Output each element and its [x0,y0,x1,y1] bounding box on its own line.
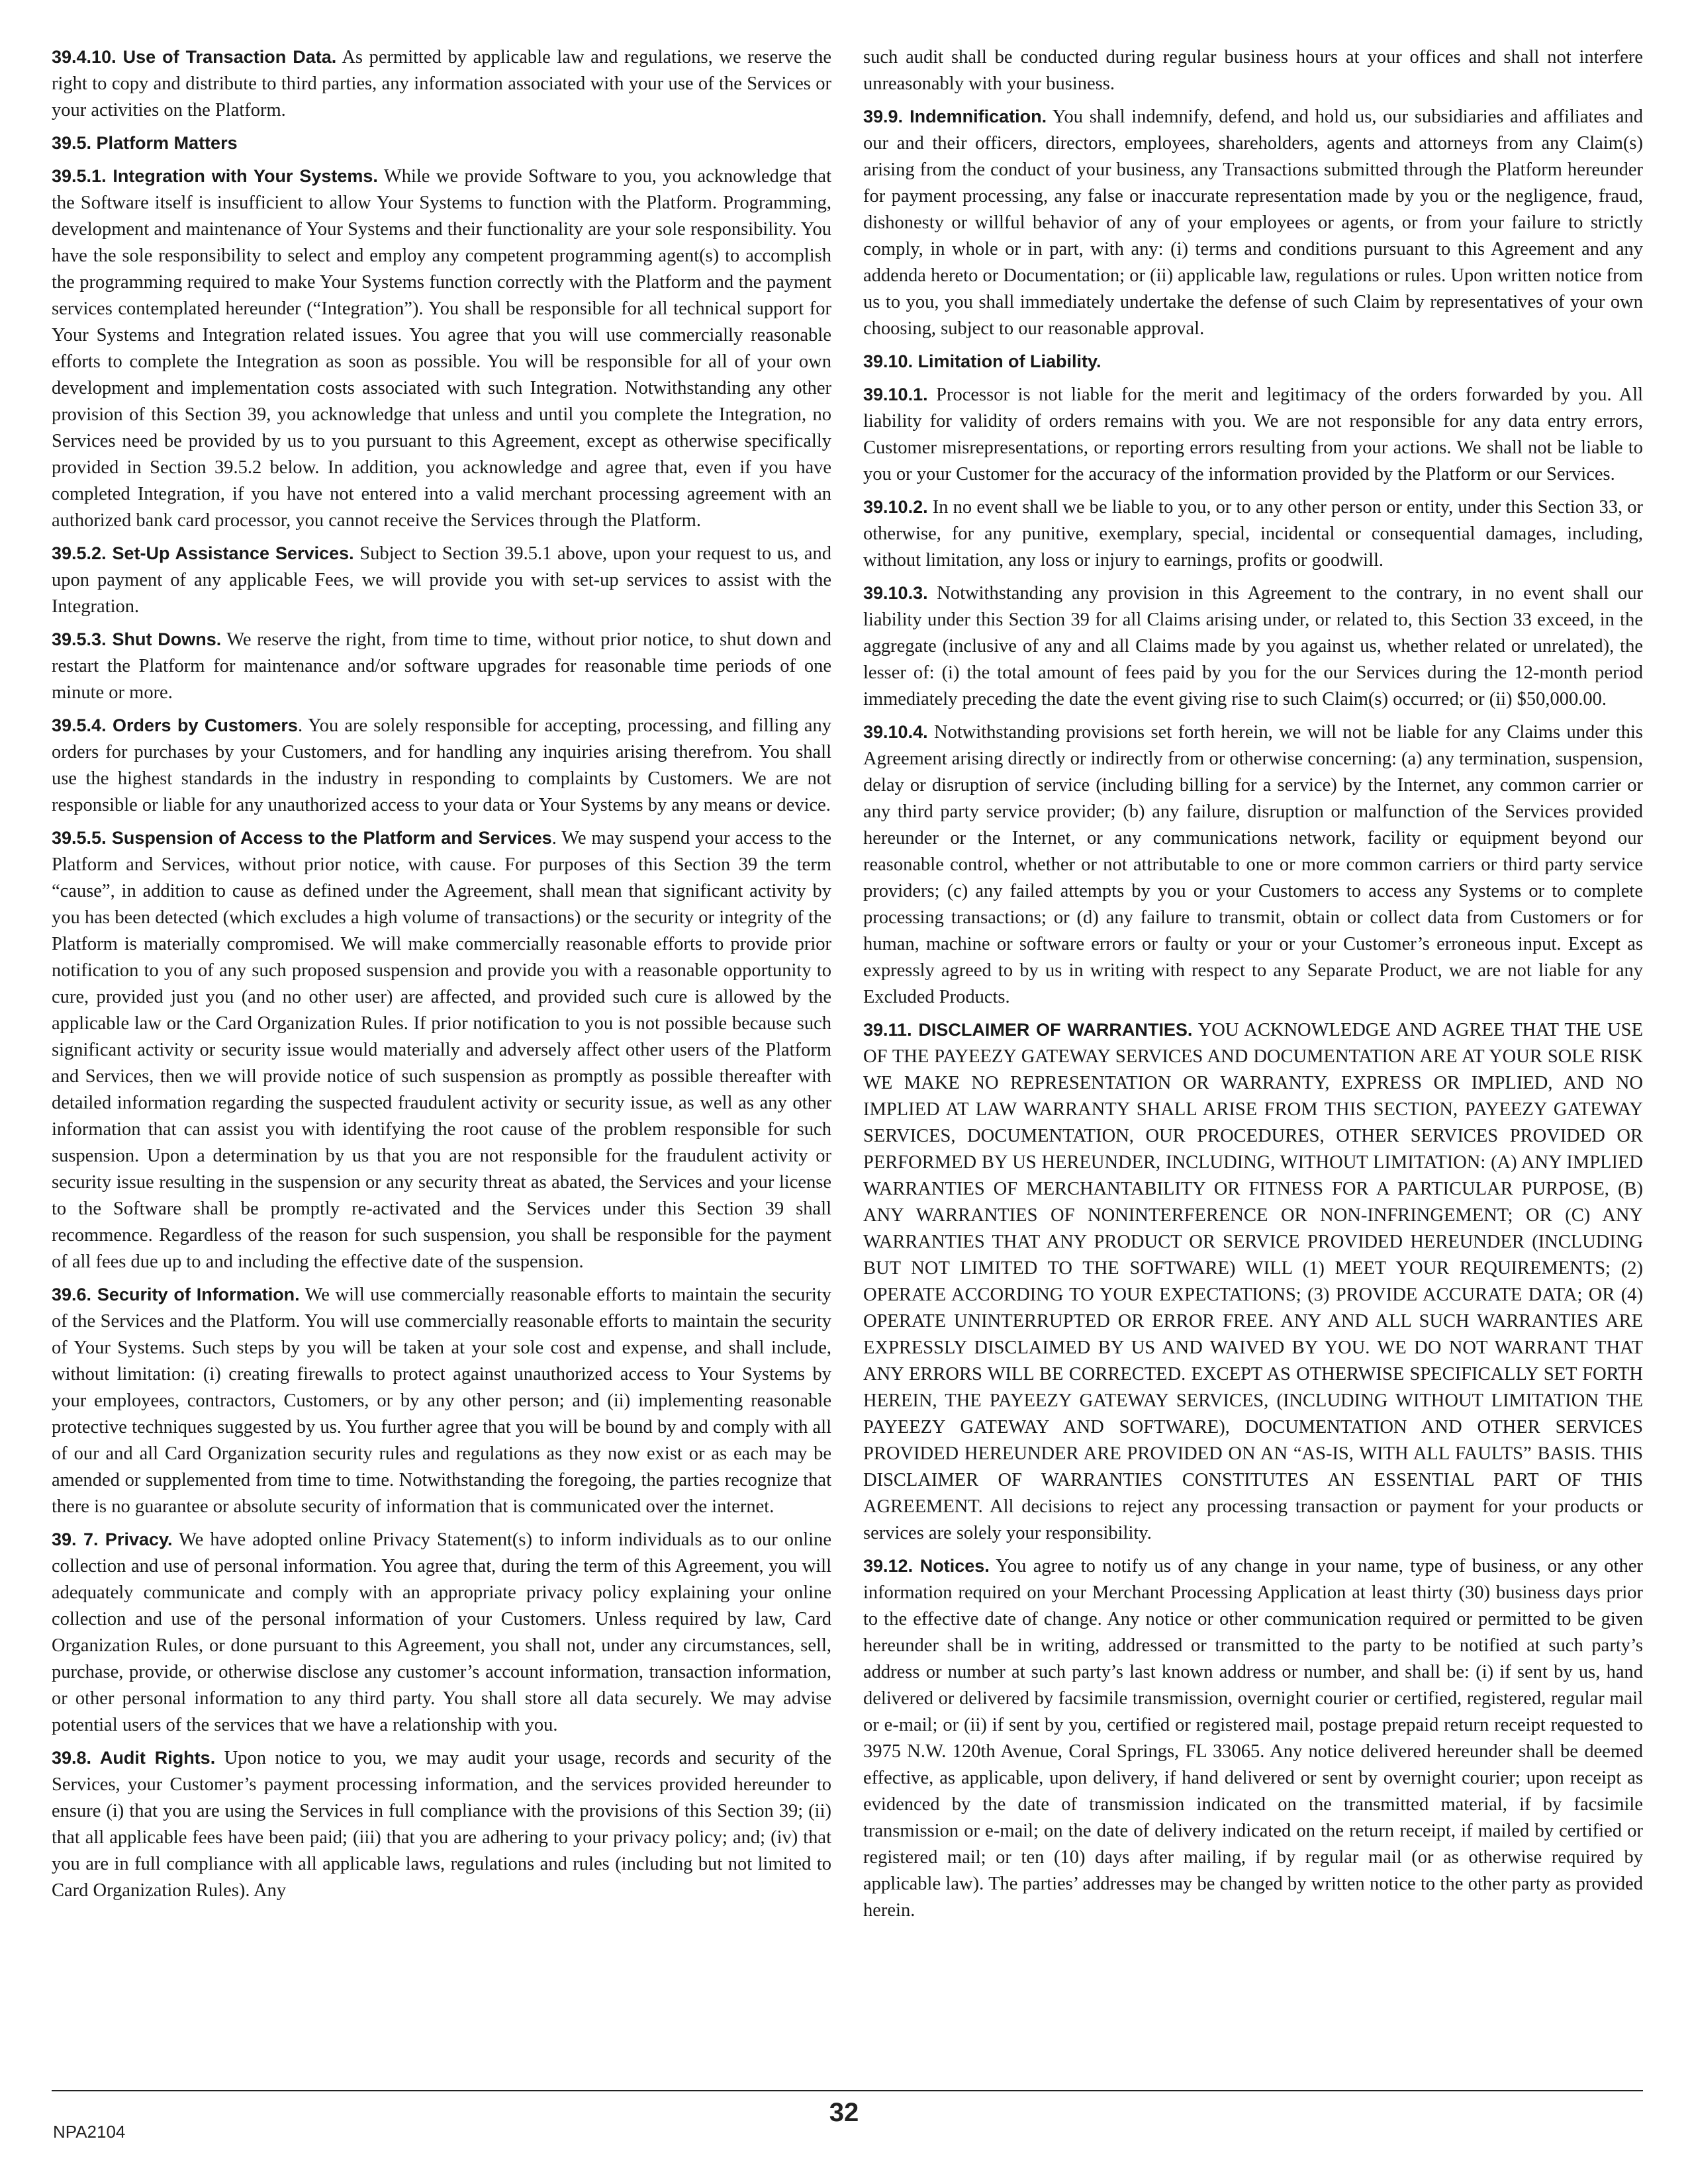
clause-heading: 39.5.3. Shut Downs. [52,629,222,649]
clause-text: such audit shall be conducted during regular business hours at your offices and shall not interfere unreasonably with your business. [863,47,1643,94]
clause-heading: 39.5.2. Set-Up Assistance Services. [52,543,354,563]
section-39-5-heading [52,130,831,157]
clause-39-7 [52,1526,831,1739]
clause-text: In no event shall we be liable to you, or to any other person or entity, under this Section 33, or otherwise, for any punitive, exemplary, special, incidental or consequential damages, including, without limitation, any loss or injury to earnings, profits or goodwill. [863,497,1643,570]
clause-39-8 [52,1745,831,1904]
clause-text: . We may suspend your access to the Platform and Services, without prior notice, with cause. For purposes of this Section 39 the term “cause”, in addition to cause as defined under the Agreement, shall mean that significant activity by you has been detected (which excludes a high volume of transactions) or the security or integrity of the Platform is materially compromised. We will make commercially reasonable efforts to provide prior notification to you of any such proposed suspension and provide you with a reasonable opportunity to cure, provided just you (and no other user) are affected, and provided such cure is allowed by the applicable law or the Card Organization Rules. If prior notification to you is not possible because such significant activity or security issue would materially and adversely affect other users of the Platform and Services, then we will provide notice of such suspension as promptly as possible thereafter with detailed information regarding the suspected fraudulent activity or security issue, as well as any other information that can assist you with identifying the root cause of the problem responsible for such suspension. Upon a determination by us that you are not responsible for the fraudulent activity or security issue resulting in the suspension or any security threat as abated, the Services and your license to the Software shall be promptly re-activated and the Services under this Section 39 shall recommence. Regardless of the reason for such suspension, you shall be responsible for the payment of all fees due up to and including the effective date of the suspension. [52,828,831,1272]
clause-text: We have adopted online Privacy Statement(s) to inform individuals as to our online collection and use of personal information. You agree that, during the term of this Agreement, you will adequately communicate and comply with an appropriate privacy policy explaining your online collection and use of the personal information of your Customers. Unless required by law, Card Organization Rules, or done pursuant to this Agreement, you shall not, under any circumstances, sell, purchase, provide, or otherwise disclose any customer’s account information, transaction information, or other personal information to any third party. You shall store all data securely. We may advise potential users of the services that we have a relationship with you. [52,1529,831,1735]
clause-heading: 39.8. Audit Rights. [52,1748,216,1768]
clause-heading: 39.11. DISCLAIMER OF WARRANTIES. [863,1020,1193,1040]
clause-39-11 [863,1017,1643,1547]
clause-heading: 39.10.1. [863,385,928,404]
clause-39-6 [52,1281,831,1520]
clause-heading: 39.9. Indemnification. [863,107,1047,126]
clause-39-5-5 [52,825,831,1275]
clause-text: Notwithstanding provisions set forth herein, we will not be liable for any Claims under this Agreement arising directly or indirectly from or otherwise concerning: (a) any termination, suspension, delay or disruption of service (including billing for a service) by the Internet, any common carrier or any third party service provider; (b) any failure, disruption or malfunction of the Services provided hereunder or the Internet, or any communications network, facility or equipment beyond our reasonable control, whether or not attributable to one or more common carriers or third party service providers; (c) any failed attempts by you or your Customers to access any Systems or to complete processing transactions; or (d) any failure to transmit, obtain or collect data from Customers or for human, machine or software errors or faulty or your or your Customer’s erroneous input. Except as expressly agreed to by us in writing with respect to any Separate Product, we are not liable for any Excluded Products. [863,722,1643,1007]
clause-heading: 39.5.5. Suspension of Access to the Platform and Services [52,828,552,848]
clause-heading: 39.5.4. Orders by Customers [52,715,298,735]
clause-text: You shall indemnify, defend, and hold us, our subsidiaries and affiliates and our and their officers, directors, employees, shareholders, agents and attorneys from any Claim(s) arising from the conduct of your business, any Transactions submitted through the Platform hereunder for payment processing, any false or inaccurate representation made by you or the negligence, fraud, dishonesty or willful behavior of any of your employees or agents, or from your failure to strictly comply, in whole or in part, with any: (i) terms and conditions pursuant to this Agreement and any addenda hereto or Documentation; or (ii) applicable law, regulations or rules. Upon written notice from us to you, you shall immediately undertake the defense of such Claim by representatives of your own choosing, subject to our reasonable approval. [863,107,1643,339]
clause-text: Processor is not liable for the merit and legitimacy of the orders forwarded by you. All liability for validity of orders remains with you. We are not responsible for any data entry errors, Customer misrepresentations, or reporting errors resulting from your actions. We shall not be liable to you or your Customer for the accuracy of the information provided by the Platform or our Services. [863,385,1643,484]
clause-39-4-10 [52,44,831,124]
form-code: NPA2104 [53,2122,126,2142]
clause-39-10-4 [863,719,1643,1011]
clause-39-12 [863,1553,1643,1924]
clause-heading: 39. 7. Privacy. [52,1529,173,1549]
clause-text: You agree to notify us of any change in your name, type of business, or any other information required on your Merchant Processing Application at least thirty (30) business days prior to the effective date of change. Any notice or other communication required or permitted to be given hereunder shall be in writing, addressed or transmitted to the party to be notified at such party’s address or number at such party’s last known address or number, and shall be: (i) if sent by us, hand delivered or delivered by facsimile transmission, overnight courier or certified, registered, regular mail or e-mail; or (ii) if sent by you, certified or registered mail, postage prepaid return receipt requested to 3975 N.W. 120th Avenue, Coral Springs, FL 33065. Any notice delivered hereunder shall be deemed effective, as applicable, upon delivery, if hand delivered or sent by overnight courier; upon receipt as evidenced by the date of transmission indicated on the transmitted material, if by facsimile transmission or e-mail; on the date of delivery indicated on the return receipt, if mailed by certified or registered mail; or ten (10) days after mailing, if by regular mail (or as otherwise required by applicable law). The parties’ addresses may be changed by written notice to the other party as provided herein. [863,1556,1643,1921]
clause-text: As permitted by applicable law and regulations, we reserve the right to copy and distribute to third parties, any information associated with your use of the Services or your activities on the Platform. [52,47,831,120]
clause-39-5-4 [52,712,831,819]
clause-text: YOU ACKNOWLEDGE AND AGREE THAT THE USE OF THE PAYEEZY GATEWAY SERVICES AND DOCUMENTATION ARE AT YOUR SOLE RISK WE MAKE NO REPRESENTATION OR WARRANTY, EXPRESS OR IMPLIED, AND NO IMPLIED AT LAW WARRANTY SHALL ARISE FROM THIS SECTION, PAYEEZY GATEWAY SERVICES, DOCUMENTATION, OUR PROCEDURES, OTHER SERVICES PROVIDED OR PERFORMED BY US HEREUNDER, INCLUDING, WITHOUT LIMITATION: (A) ANY IMPLIED WARRANTIES OF MERCHANTABILITY OR FITNESS FOR A PARTICULAR PURPOSE, (B) ANY WARRANTIES OF NONINTERFERENCE OR NON-INFRINGEMENT; OR (C) ANY WARRANTIES THAT ANY PRODUCT OR SERVICE PROVIDED HEREUNDER (INCLUDING BUT NOT LIMITED TO THE SOFTWARE) WILL (1) MEET YOUR REQUIREMENTS; (2) OPERATE ACCORDING TO YOUR EXPECTATIONS; (3) PROVIDE ACCURATE DATA; OR (4) OPERATE UNINTERRUPTED OR ERROR FREE. ANY AND ALL SUCH WARRANTIES ARE EXPRESSLY DISCLAIMED BY US AND WAIVED BY YOU. WE DO NOT WARRANT THAT ANY ERRORS WILL BE CORRECTED. EXCEPT AS OTHERWISE SPECIFICALLY SET FORTH HEREIN, THE PAYEEZY GATEWAY SERVICES, (INCLUDING WITHOUT LIMITATION THE PAYEEZY GATEWAY AND SOFTWARE), DOCUMENTATION AND OTHER SERVICES PROVIDED HEREUNDER ARE PROVIDED ON AN “AS-IS, WITH ALL FAULTS” BASIS. THIS DISCLAIMER OF WARRANTIES CONSTITUTES AN ESSENTIAL PART OF THIS AGREEMENT. All decisions to reject any processing transaction or payment for your products or services are solely your responsibility. [863,1020,1643,1543]
section-heading: 39.5. Platform Matters [52,133,238,153]
clause-heading: 39.6. Security of Information. [52,1285,300,1304]
clause-heading: 39.5.1. Integration with Your Systems. [52,166,378,186]
clause-heading: 39.4.10. Use of Transaction Data. [52,47,337,67]
left-column [52,44,831,2082]
clause-heading: 39.10.4. [863,722,928,742]
clause-39-9 [863,103,1643,342]
clause-39-10-3 [863,580,1643,713]
clause-39-8-continued [863,44,1643,97]
section-39-10-heading [863,348,1643,375]
clause-heading: 39.10.2. [863,497,928,517]
clause-39-5-1 [52,163,831,534]
clause-39-10-2 [863,494,1643,574]
clause-text: . You are solely responsible for accepting, processing, and filling any orders for purchases by your Customers, and for handling any inquiries arising therefrom. You shall use the highest standards in the industry in responding to complaints by Customers. We are not responsible or liable for any unauthorized access to your data or Your Systems by any means or device. [52,715,831,815]
right-column [863,44,1643,2082]
clause-text: Notwithstanding any provision in this Agreement to the contrary, in no event shall our liability under this Section 39 for all Claims arising under, or related to, this Section 33 exceed, in the aggregate (inclusive of any and all Claims made by you against us, whether related or unrelated), the lesser of: (i) the total amount of fees paid by you for the our Services during the 12-month period immediately preceding the date the event giving rise to such Claim(s) occurred; or (ii) $50,000.00. [863,583,1643,709]
clause-heading: 39.12. Notices. [863,1556,990,1576]
clause-heading: 39.10.3. [863,583,928,603]
document-page [52,44,1643,2082]
page-number: 32 [829,2098,859,2127]
footer-divider [52,2090,1643,2091]
clause-text: We reserve the right, from time to time, without prior notice, to shut down and restart the Platform for maintenance and/or software upgrades for reasonable time periods of one minute or more. [52,629,831,703]
clause-text: While we provide Software to you, you acknowledge that the Software itself is insufficient to allow Your Systems to function with the Platform. Programming, development and maintenance of Your Systems and their functionality are your sole responsibility. You have the sole responsibility to select and employ any competent programming agent(s) to accomplish the programming required to make Your Systems function correctly with the Platform and the payment services contemplated hereunder (“Integration”). You shall be responsible for all technical support for Your Systems and Integration related issues. You agree that you will use commercially reasonable efforts to complete the Integration as soon as possible. You will be responsible for all of your own development and implementation costs associated with such Integration. Notwithstanding any other provision of this Section 39, you acknowledge that unless and until you complete the Integration, no Services need be provided by us to you pursuant to this Agreement, except as otherwise specifically provided in Section 39.5.2 below. In addition, you acknowledge and agree that, even if you have completed Integration, if you have not entered into a valid merchant processing agreement with an authorized bank card processor, you cannot receive the Services through the Platform. [52,166,831,531]
section-heading: 39.10. Limitation of Liability. [863,351,1102,371]
clause-39-5-3 [52,626,831,706]
clause-39-5-2 [52,540,831,620]
clause-text: We will use commercially reasonable efforts to maintain the security of the Services and the Platform. You will use commercially reasonable efforts to maintain the security of Your Systems. Such steps by you will be taken at your sole cost and expense, and shall include, without limitation: (i) creating firewalls to protect against unauthorized access to Your Systems by your employees, contractors, Customers, or by any other person; and (ii) implementing reasonable protective techniques suggested by us. You further agree that you will be bound by and comply with all of our and all Card Organization security rules and regulations as they now exist or as each may be amended or supplemented from time to time. Notwithstanding the foregoing, the parties recognize that there is no guarantee or absolute security of information that is communicated over the internet. [52,1285,831,1517]
clause-text: Upon notice to you, we may audit your usage, records and security of the Services, your Customer’s payment processing information, and the services provided hereunder to ensure (i) that you are using the Services in full compliance with the provisions of this Section 39; (ii) that all applicable fees have been paid; (iii) that you are adhering to your privacy policy; and; (iv) that you are in full compliance with all applicable laws, regulations and rules (including but not limited to Card Organization Rules). Any [52,1748,831,1901]
clause-39-10-1 [863,381,1643,488]
clause-text: Subject to Section 39.5.1 above, upon your request to us, and upon payment of any applicable Fees, we will provide you with set-up services to assist with the Integration. [52,543,831,617]
